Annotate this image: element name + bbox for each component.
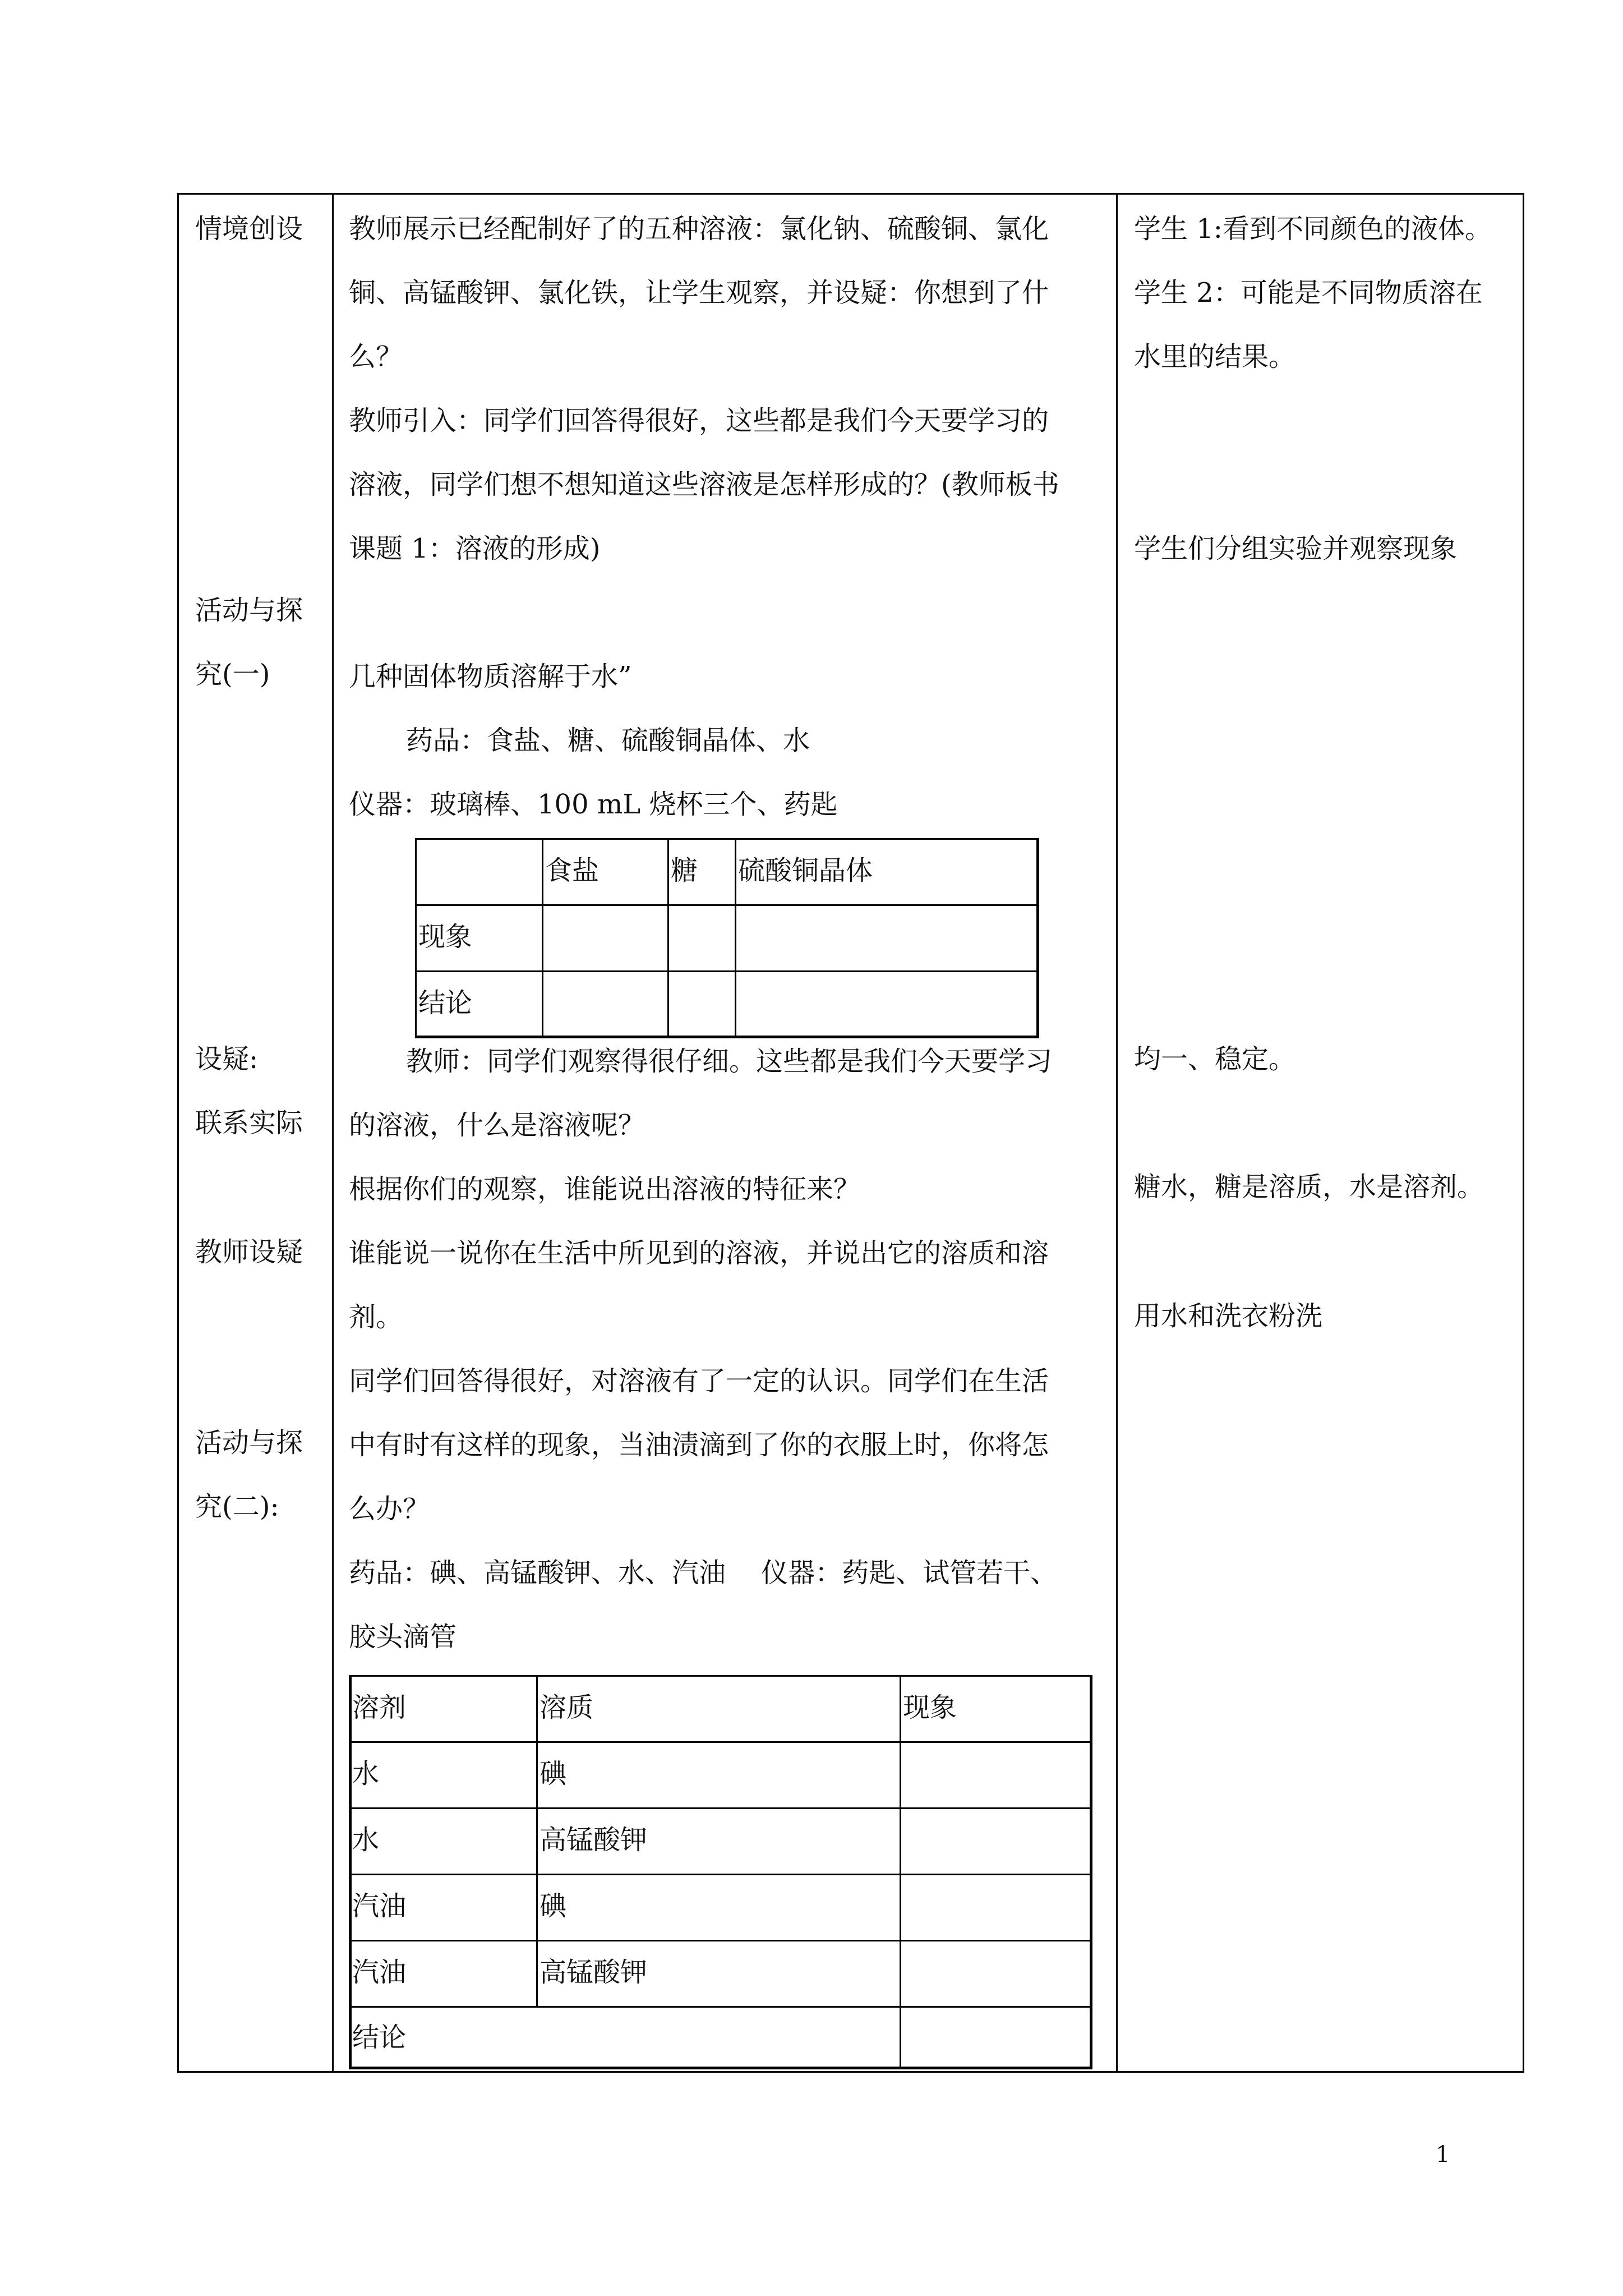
mid-exp-title: 几种固体物质溶解于水”: [349, 661, 632, 692]
table2-row3-solute: 碘: [540, 1890, 567, 1922]
table1-line-row1: [415, 904, 1038, 906]
mid-p2-line1: 教师引入：同学们回答得很好，这些都是我们今天要学习的: [349, 405, 1049, 436]
label-question: 设疑:: [195, 1043, 259, 1075]
mid-p2-line3: 课题 1：溶液的形成): [349, 533, 601, 564]
mid-p6-line1: 同学们回答得很好，对溶液有了一定的认识。同学们在生活: [349, 1365, 1049, 1397]
table2-row1-solvent: 水: [352, 1758, 380, 1789]
right-uniform-stable: 均一、稳定。: [1134, 1043, 1296, 1075]
label-teacher-question: 教师设疑: [195, 1236, 303, 1268]
table2-line-left: [349, 1675, 352, 2069]
page-number: 1: [1436, 2142, 1450, 2168]
table1-line-bottom: [415, 1036, 1038, 1038]
right-sugar-water: 糖水，糖是溶质，水是溶剂。: [1134, 1171, 1484, 1203]
right-wash: 用水和洗衣粉洗: [1134, 1300, 1323, 1332]
mid-drugs2-line2: 胶头滴管: [349, 1621, 457, 1653]
table2-line-col1: [536, 1675, 538, 2007]
table1-line-col2: [667, 838, 669, 1038]
label-situation: 情境创设: [195, 213, 303, 245]
table2-line-row3: [349, 1874, 1092, 1875]
table1-header-salt: 食盐: [545, 855, 600, 886]
table1-row-phenomenon: 现象: [418, 921, 473, 953]
table2-row1-solute: 碘: [540, 1758, 567, 1789]
label-activity1-b: 究(一): [195, 659, 270, 690]
table2-header-phenomenon: 现象: [903, 1692, 957, 1723]
table1-line-right: [1036, 838, 1039, 1038]
table2-row4-solute: 高锰酸钾: [540, 1957, 648, 1988]
table1-line-col1: [542, 838, 543, 1038]
mid-p6-line3: 么办？: [349, 1493, 430, 1525]
table2-conclusion: 结论: [352, 2022, 407, 2053]
table2-header-solute: 溶质: [540, 1692, 594, 1723]
mid-p4: 根据你们的观察，谁能说出溶液的特征来？: [349, 1174, 861, 1205]
table2-row2-solvent: 水: [352, 1824, 380, 1856]
mid-p1-line3: 么？: [349, 341, 403, 372]
outer-table-divider-2: [1116, 193, 1118, 2073]
table2-line-row2: [349, 1807, 1092, 1809]
mid-p6-line2: 中有时有这样的现象，当油渍滴到了你的衣服上时，你将怎: [349, 1429, 1049, 1461]
mid-p5-line2: 剂。: [349, 1301, 403, 1333]
table1-line-left: [415, 838, 417, 1038]
right-student1: 学生 1:看到不同颜色的液体。: [1134, 213, 1492, 245]
mid-p3-line2: 的溶液，什么是溶液呢？: [349, 1110, 645, 1141]
right-student2-line2: 水里的结果。: [1134, 341, 1296, 372]
table1-line-col3: [735, 838, 736, 1038]
mid-drugs1: 药品：食盐、糖、硫酸铜晶体、水: [406, 725, 810, 756]
table1-row-conclusion: 结论: [418, 987, 473, 1019]
table1-line-row2: [415, 970, 1038, 972]
mid-p5-line1: 谁能说一说你在生活中所见到的溶液，并说出它的溶质和溶: [349, 1237, 1049, 1269]
table2-line-bottom: [349, 2067, 1092, 2069]
table2-line-row4: [349, 1940, 1092, 1941]
outer-table-bottom: [177, 2071, 1524, 2073]
table2-line-col2: [900, 1675, 901, 2069]
table2-line-right: [1090, 1675, 1092, 2069]
label-activity1-a: 活动与探: [195, 595, 303, 626]
outer-table-left: [177, 193, 179, 2073]
table2-row4-solvent: 汽油: [352, 1957, 407, 1988]
label-activity2-b: 究(二):: [195, 1491, 279, 1522]
table2-row2-solute: 高锰酸钾: [540, 1824, 648, 1856]
outer-table-right: [1523, 193, 1524, 2073]
mid-apparatus1: 仪器：玻璃棒、100 mL 烧杯三个、药匙: [349, 789, 838, 820]
table1-header-copper-sulfate: 硫酸铜晶体: [738, 855, 873, 886]
mid-p1-line2: 铜、高锰酸钾、氯化铁，让学生观察，并设疑：你想到了什: [349, 277, 1049, 309]
mid-p3-line1: 教师：同学们观察得很仔细。这些都是我们今天要学习: [406, 1046, 1053, 1077]
table1-line-top: [415, 838, 1038, 840]
table2-line-row5: [349, 2006, 1092, 2008]
outer-table-divider-1: [332, 193, 334, 2073]
table2-line-top: [349, 1675, 1092, 1677]
mid-p2-line2: 溶液，同学们想不想知道这些溶液是怎样形成的？(教师板书: [349, 469, 1059, 500]
table2-header-solvent: 溶剂: [352, 1692, 407, 1723]
mid-drugs2-line1: 药品：碘、高锰酸钾、水、汽油 仪器：药匙、试管若干、: [349, 1557, 1058, 1589]
label-contact: 联系实际: [195, 1107, 303, 1139]
outer-table-top: [177, 193, 1524, 195]
mid-p1-line1: 教师展示已经配制好了的五种溶液：氯化钠、硫酸铜、氯化: [349, 213, 1049, 245]
right-group-experiment: 学生们分组实验并观察现象: [1134, 533, 1458, 564]
right-student2-line1: 学生 2：可能是不同物质溶在: [1134, 277, 1483, 309]
table1-header-sugar: 糖: [671, 855, 698, 886]
label-activity2-a: 活动与探: [195, 1427, 303, 1458]
table2-row3-solvent: 汽油: [352, 1890, 407, 1922]
table2-line-row1: [349, 1741, 1092, 1743]
